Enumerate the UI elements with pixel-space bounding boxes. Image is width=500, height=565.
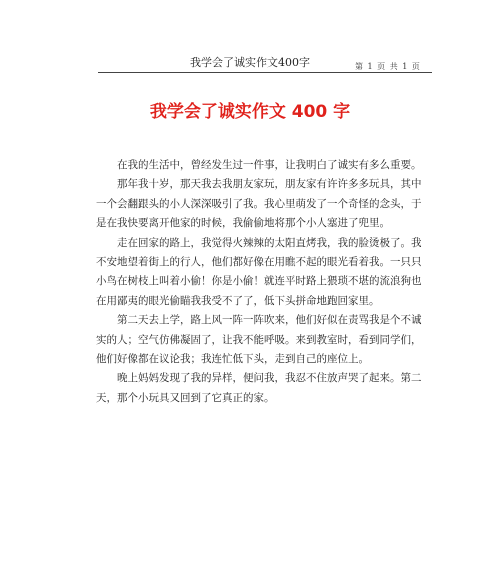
document-title: 我学会了诚实作文 400 字 [149,102,351,122]
header-divider [98,72,432,73]
paragraph: 第二天去上学，路上风一阵一阵吹来，他们好似在责骂我是个不诚实的人；空气仿佛凝固了，让我不能呼吸。来到教室时，看到同学们，他们好像都在议论我；我连忙低下头，走到自己的座位上。 [96,314,422,366]
paragraph: 走在回家的路上，我觉得火辣辣的太阳直烤我，我的脸烫极了。我不安地望着街上的行人，他们都好像在用瞧不起的眼光看着我。一只只小鸟在树枝上叫着小偷！你是小偷！就连平时路上猥琐不堪的流浪狗也在用鄙夷的眼光偷瞄我我受不了了，低下头拼命地跑回家里。 [96,236,422,307]
paragraph: 在我的生活中，曾经发生过一件事，让我明白了诚实有多么重要。 [117,159,422,171]
header-title: 我学会了诚实作文400字 [190,56,310,69]
paragraph: 那年我十岁，那天我去我朋友家玩，朋友家有许许多多玩具，其中一个会翻跟头的小人深深吸引了我。我心里萌发了一个奇怪的念头，于是在我快要离开他家的时候，我偷偷地将那个小人塞进了兜里。 [96,178,422,230]
page-number-info: 第 1 页 共 1 页 [355,62,421,71]
paragraph: 晚上妈妈发现了我的异样，便问我，我忍不住放声哭了起来。第二天，那个小玩具又回到了它真正的家。 [96,372,422,404]
document-body [96,156,429,408]
